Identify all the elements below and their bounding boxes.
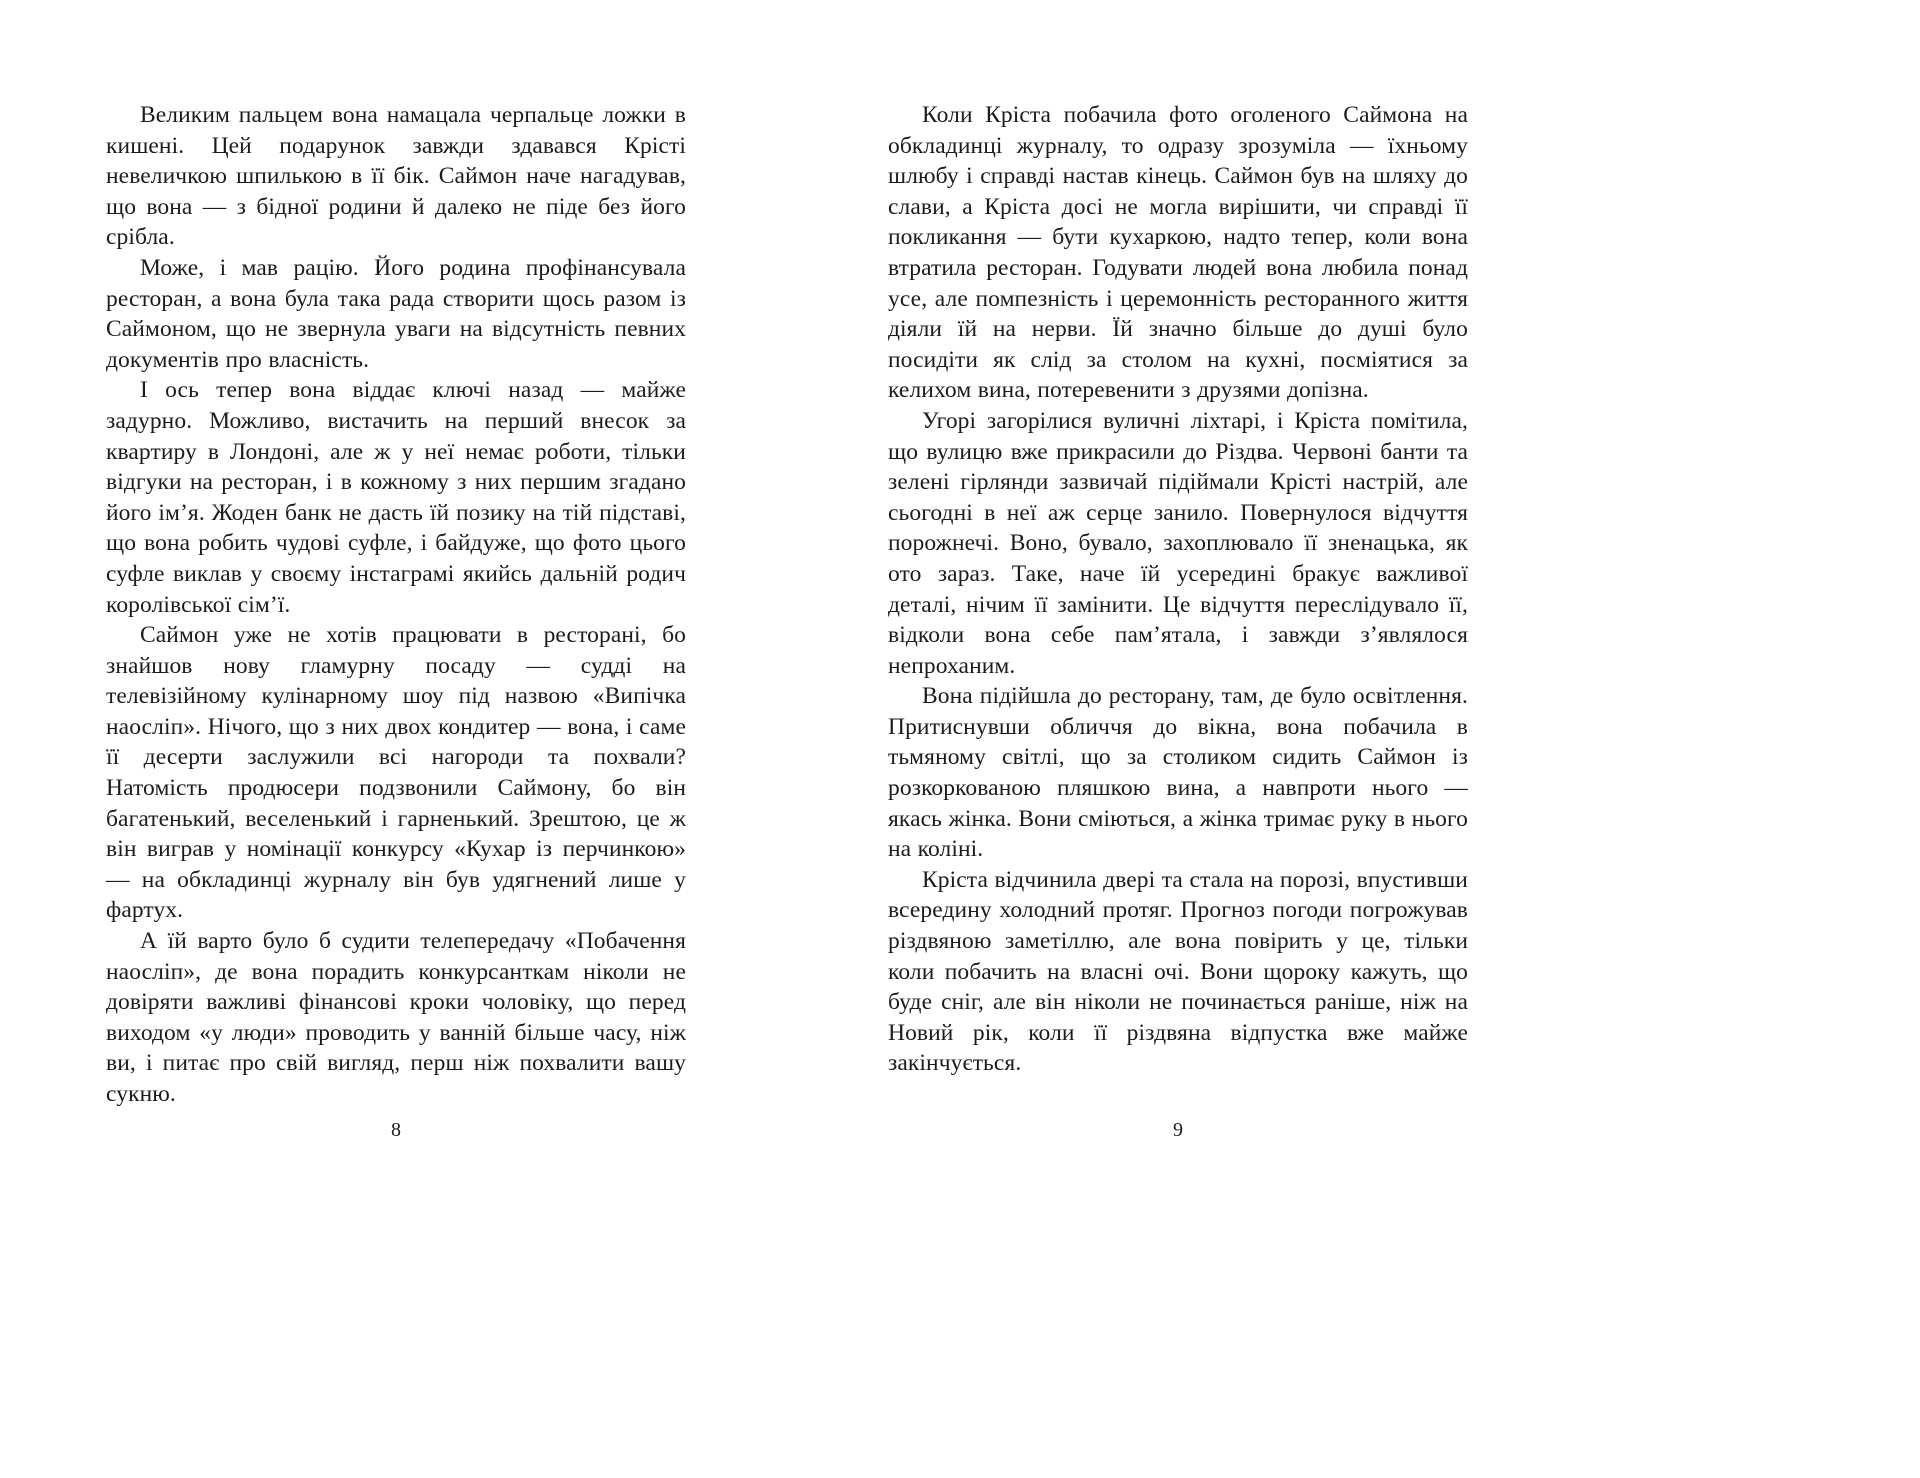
page-number-left: 8 xyxy=(391,1119,401,1141)
paragraph: Великим пальцем вона намацала черпальце ложки в кишені. Цей подарунок завжди здавався Крісті невеличкою шпилькою в її бік. Саймон наче нагадував, що вона — з бідної родини й далеко не піде без його срібла. xyxy=(106,102,686,251)
paragraph: Саймон уже не хотів працювати в ресторані, бо знайшов нову гламурну посаду — судді на телевізійному кулінарному шоу під назвою «Випічка наосліп». Нічого, що з них двох кондитер — вона, і саме її десерти заслужили всі нагороди та похвали? Натомість продюсери подзвонили Саймону, бо він багатенький, веселенький і гарненький. Зрештою, це ж він виграв у номінації конкурсу «Кухар із перчинкою» — на обкладинці журналу він був удягнений лише у фартух. xyxy=(106,622,686,924)
paragraph: І ось тепер вона віддає ключі назад — майже задурно. Можливо, вистачить на перший внесок за квартиру в Лондоні, але ж у неї немає роботи, тільки відгуки на ресторан, і в кожному з них першим згадано його ім’я. Жоден банк не дасть їй позику на тій підставі, що вона робить чудові суфле, і байдуже, що фото цього суфле виклав у своєму інстаграмі якийсь дальній родич королівської сім’ї. xyxy=(106,377,686,618)
page-number-right: 9 xyxy=(1173,1119,1183,1141)
paragraph: Може, і мав рацію. Його родина профінансувала ресторан, а вона була така рада створити щось разом із Саймоном, що не звернула уваги на відсутність певних документів про власність. xyxy=(106,254,686,373)
paragraph: Кріста відчинила двері та стала на порозі, впустивши всередину холодний протяг. Прогноз погоди погрожував різдвяною заметіллю, але вона повірить у це, тільки коли побачить на власні очі. Вони щороку кажуть, що буде сніг, але він ніколи не починається раніше, ніж на Новий рік, коли її різдвяна відпустка вже майже закінчується. xyxy=(888,866,1468,1077)
paragraph: Коли Кріста побачила фото оголеного Саймона на обкладинці журналу, то одразу зрозуміла — їхньому шлюбу і справді настав кінець. Саймон був на шляху до слави, а Кріста досі не могла вирішити, чи справді її покликання — бути кухаркою, надто тепер, коли вона втратила ресторан. Годувати людей вона любила понад усе, але помпезність і церемонність ресторанного життя діяли їй на нерви. Їй значно більше до душі було посидіти як слід за столом на кухні, посміятися за келихом вина, потеревенити з друзями допізна. xyxy=(888,102,1468,404)
page-right-text-block xyxy=(888,100,1468,1079)
paragraph: А їй варто було б судити телепередачу «Побачення наосліп», де вона порадить конкурсанткам ніколи не довіряти важливі фінансові кроки чоловіку, що перед виходом «у люди» проводить у ванній більше часу, ніж ви, і питає про свій вигляд, перш ніж похвалити вашу сукню. xyxy=(106,928,686,1107)
paragraph: Угорі загорілися вуличні ліхтарі, і Кріста помітила, що вулицю вже прикрасили до Різдва. Червоні банти та зелені гірлянди зазвичай підіймали Крісті настрій, але сьогодні в неї аж серце занило. Повернулося відчуття порожнечі. Воно, бувало, захоплювало її зненацька, як ото зараз. Таке, наче їй усередині бракує важливої деталі, нічим її замінити. Це відчуття переслідувало її, відколи вона себе пам’ятала, і завжди з’являлося непроханим. xyxy=(888,407,1468,679)
paragraph: Вона підійшла до ресторану, там, де було освітлення. Притиснувши обличчя до вікна, вона побачила в тьмяному світлі, що за столиком сидить Саймон із розкоркованою пляшкою вина, а навпроти нього — якась жінка. Вони сміються, а жінка тримає руку в нього на коліні. xyxy=(888,683,1468,863)
page-left-text-block xyxy=(106,100,686,1110)
